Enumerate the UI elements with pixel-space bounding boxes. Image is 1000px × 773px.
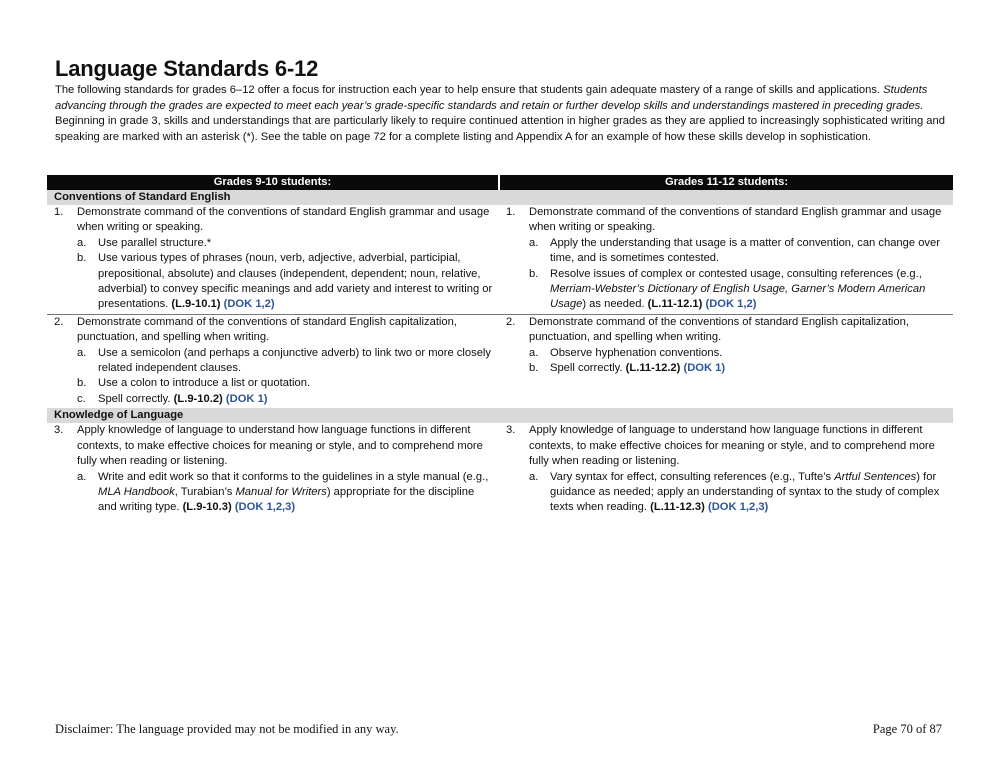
reference-title: Manual for Writers [235, 485, 327, 498]
cell-11-12-std-1 [499, 205, 953, 314]
intro-text-1: The following standards for grades 6–12 offer a focus for instruction each year to help ensure that students gain adequate mastery of a range of skills and applications. [55, 84, 881, 96]
sub-item [506, 236, 947, 267]
sub-letter: b. [529, 267, 539, 280]
standard-code: (L.11-12.1) [647, 298, 703, 311]
standard-item [506, 423, 947, 469]
standard-code: (L.9-10.2) [173, 392, 223, 405]
intro-text-2: Students advancing through the grades are expected to meet each year’s grade-specific standards and retain or further develop skills and understandings mastered in preceding grades. [55, 84, 928, 112]
table-row [47, 423, 953, 516]
page-title: Language Standards 6-12 [55, 56, 319, 81]
sub-item [506, 267, 947, 313]
page-number: Page 70 of 87 [872, 722, 942, 736]
sub-letter: a. [529, 470, 539, 483]
section-conventions: Conventions of Standard English [47, 190, 953, 205]
sub-letter: a. [77, 346, 87, 359]
sub-text [98, 392, 268, 407]
table-row [47, 314, 953, 408]
standard-item [54, 423, 493, 469]
dok-level: (DOK 1,2) [705, 298, 757, 311]
sub-letter: b. [529, 362, 539, 375]
sub-item [54, 236, 493, 251]
sub-letter: c. [77, 392, 86, 405]
sub-text: Use a colon to introduce a list or quotation. [98, 377, 311, 390]
sub-letter: a. [77, 470, 87, 483]
table-row [47, 205, 953, 314]
sub-text-body: Vary syntax for effect, consulting references (e.g., Tufte’s [550, 470, 835, 483]
sub-item [506, 361, 947, 376]
item-text: Demonstrate command of the conventions of standard English grammar and usage when writing or speaking. [77, 206, 490, 234]
cell-11-12-std-2 [499, 314, 953, 408]
standard-code: (L.11-12.2) [625, 362, 681, 375]
sub-text [550, 267, 947, 313]
item-text: Demonstrate command of the conventions of standard English capitalization, punctuation, and spelling when writing. [77, 315, 457, 344]
sub-text-body: Use various types of phrases (noun, verb, adjective, adverbial, participial, prepositional, absolute) and clauses (independent, dependent; noun, relative, adverbial) to convey specific meanings and add variety and interest to writing or presentations. [98, 252, 493, 311]
dok-level: (DOK 1) [683, 362, 726, 375]
sub-text [550, 361, 725, 376]
item-number: 2. [54, 315, 64, 328]
column-header-grades-11-12: Grades 11-12 students: [499, 175, 953, 190]
standard-code: (L.9-10.1) [171, 298, 221, 311]
section-row [47, 190, 953, 205]
column-header-grades-9-10: Grades 9-10 students: [47, 175, 499, 190]
sub-text-mid: , Turabian’s [174, 485, 236, 498]
standard-item [54, 315, 493, 346]
sub-text-body: Write and edit work so that it conforms to the guidelines in a style manual (e.g., [98, 470, 489, 483]
intro-paragraph [55, 83, 950, 145]
item-text: Demonstrate command of the conventions of standard English grammar and usage when writing or speaking. [529, 206, 942, 234]
cell-9-10-std-3 [47, 423, 499, 516]
sub-text [98, 470, 493, 516]
sub-letter: b. [77, 252, 87, 265]
item-text: Demonstrate command of the conventions of standard English capitalization, punctuation, and spelling when writing. [529, 315, 909, 344]
cell-9-10-std-2 [47, 314, 499, 408]
cell-9-10-std-1 [47, 205, 499, 314]
cell-11-12-std-3 [499, 423, 953, 516]
item-number: 3. [506, 424, 516, 437]
item-number: 1. [506, 206, 516, 218]
table-header-row [47, 175, 953, 190]
intro-text-3: Beginning in grade 3, skills and understandings that are particularly likely to require continued attention in higher grades as they are applied to increasingly sophisticated writing and speaking are marked with an asterisk (*). See the table on page 72 for a complete listing and Appendix A for an example of how these skills develop in sophistication. [55, 115, 945, 143]
sub-item [506, 470, 947, 516]
sub-item [54, 470, 493, 516]
item-text: Apply knowledge of language to understand how language functions in different contexts, to make effective choices for meaning or style, and to comprehend more fully when reading or listening. [529, 424, 935, 468]
sub-text-end: ) appropriate for the discipline and writing type. [98, 485, 475, 514]
dok-level: (DOK 1,2,3) [234, 501, 296, 514]
sub-text: Use a semicolon (and perhaps a conjunctive adverb) to link two or more closely related independent clauses. [98, 346, 491, 375]
item-number: 2. [506, 315, 516, 328]
standard-item [506, 315, 947, 346]
sub-text [550, 470, 947, 516]
sub-item [506, 346, 947, 361]
reference-titles: Merriam-Webster’s Dictionary of English Usage, Garner’s Modern American Usage [550, 283, 926, 311]
sub-text-body: Spell correctly. [550, 362, 623, 375]
dok-level: (DOK 1) [225, 392, 268, 405]
standards-table [47, 175, 953, 517]
reference-title: MLA Handbook [98, 485, 175, 498]
sub-item [54, 251, 493, 313]
sub-letter: a. [77, 236, 87, 249]
sub-letter: a. [529, 346, 539, 359]
reference-title: Artful Sentences [834, 470, 917, 483]
dok-level: (DOK 1,2) [223, 298, 275, 311]
sub-text-body: Spell correctly. [98, 392, 171, 405]
item-number: 1. [54, 206, 64, 218]
sub-text: Use parallel structure.* [98, 236, 212, 249]
dok-level: (DOK 1,2,3) [707, 501, 769, 514]
sub-letter: a. [529, 236, 539, 249]
sub-text-body: Resolve issues of complex or contested usage, consulting references (e.g., [550, 267, 922, 280]
item-text: Apply knowledge of language to understand how language functions in different contexts, to make effective choices for meaning or style, and to comprehend more fully when reading or listening. [77, 424, 483, 468]
sub-item [54, 392, 493, 407]
standard-item [54, 205, 493, 236]
footer-disclaimer: Disclaimer: The language provided may not be modified in any way. [55, 722, 399, 736]
sub-text-end: ) as needed. [582, 298, 645, 311]
sub-letter: b. [77, 377, 87, 390]
standard-code: (L.9-10.3) [182, 501, 232, 514]
standard-code: (L.11-12.3) [650, 501, 705, 514]
sub-text: Observe hyphenation conventions. [550, 346, 723, 359]
sub-text-end: ) for guidance as needed; apply an understanding of syntax to the study of complex texts when reading. [550, 470, 940, 514]
section-row [47, 408, 953, 423]
item-number: 3. [54, 424, 64, 437]
sub-item [54, 346, 493, 377]
standard-item [506, 205, 947, 236]
sub-item [54, 376, 493, 391]
sub-text [98, 251, 493, 313]
section-knowledge: Knowledge of Language [47, 408, 953, 423]
sub-text: Apply the understanding that usage is a matter of convention, can change over time, and is sometimes contested. [550, 236, 940, 265]
